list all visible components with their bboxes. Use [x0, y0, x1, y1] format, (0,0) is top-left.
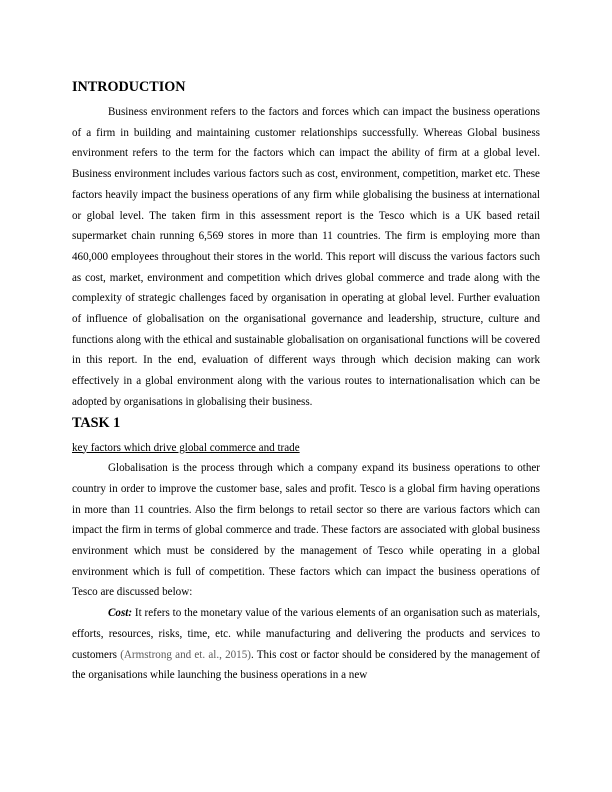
cost-term: Cost	[108, 607, 129, 620]
task1-paragraph: Globalisation is the process through which a company expand its business operations to other country in order to improve the customer base, sales and profit. Tesco is a global firm having operations in more than 11 countries. Also the firm belongs to retail sector so there are various factors which can impact the firm in terms of global commerce and trade. These factors are associated with global business environment which must be considered by the management of Tesco while operating in a global environment which is full of competition. These factors which can impact the business operations of Tesco are discussed below:	[72, 462, 540, 599]
cost-text-before: It refers to the monetary value of the various elements of an organisation such as materials, efforts, resources, risks, time, etc. while manufacturing and delivering the products and services to customers	[72, 607, 540, 661]
introduction-heading: INTRODUCTION	[72, 79, 186, 95]
introduction-paragraph: Business environment refers to the factors and forces which can impact the business operations of a firm in building and maintaining customer relationships successfully. Whereas Global business environment refers to the term for the factors which can impact the ability of firm at a global level. Business environment includes various factors such as cost, environment, competition, market etc. These factors heavily impact the business operations of any firm while globalising the business at international or global level. The taken firm in this assessment report is the Tesco which is a UK based retail supermarket chain running 6,569 stores in more than 11 countries. The firm is employing more than 460,000 employees throughout their stores in the world. This report will discuss the various factors such as cost, market, environment and competition which drives global commerce and trade along with the complexity of strategic challenges faced by organisation in operating at global level. Further evaluation of influence of globalisation on the organisational governance and leadership, structure, culture and functions along with the ethical and sustainable globalisation on organisational functions will be covered in this report. In the end, evaluation of different ways through which decision making can work effectively in a global environment along with the various routes to internationalisation which can be adopted by organisations in globalising their business.	[72, 106, 540, 408]
task1-subheading: key factors which drive global commerce and trade	[72, 441, 300, 454]
cost-citation: (Armstrong and et. al., 2015)	[120, 648, 251, 661]
page-content	[72, 77, 540, 686]
cost-text-after: . This cost or factor should be considered by the management of the organisations while launching the business operations in a new	[72, 648, 540, 682]
cost-colon: :	[128, 607, 133, 620]
cost-paragraph	[72, 603, 540, 686]
task1-heading: TASK 1	[72, 414, 121, 431]
